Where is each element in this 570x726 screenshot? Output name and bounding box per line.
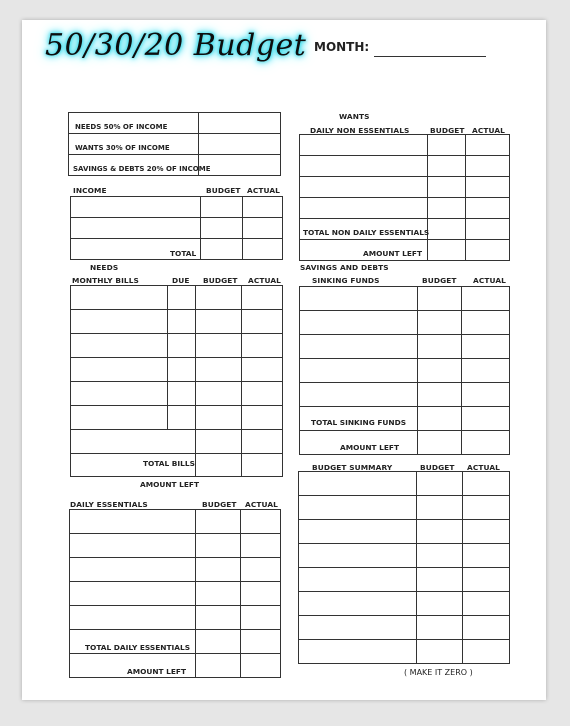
bill-actual-cell[interactable] <box>242 406 283 430</box>
essentials-amount-left-label: AMOUNT LEFT <box>127 667 187 676</box>
essentials-actual-header: ACTUAL <box>245 500 278 509</box>
summary-item-cell[interactable] <box>299 496 417 520</box>
daily-essentials-label: DAILY ESSENTIALS <box>70 500 148 509</box>
wants-total-label: TOTAL NON DAILY ESSENTIALS <box>303 228 430 237</box>
wants-actual-header: ACTUAL <box>472 126 505 135</box>
bill-name-cell[interactable] <box>71 382 168 406</box>
funds-total-actual-cell[interactable] <box>462 407 510 431</box>
bill-due-cell[interactable] <box>168 406 196 430</box>
savings-percent-label: SAVINGS & DEBTS 20% OF INCOME <box>73 164 211 173</box>
bill-actual-cell[interactable] <box>242 310 283 334</box>
bills-total-actual-cell[interactable] <box>242 430 283 454</box>
bill-due-cell[interactable] <box>168 310 196 334</box>
funds-total-budget-cell[interactable] <box>418 407 462 431</box>
fund-name-cell[interactable] <box>300 359 418 383</box>
summary-item-cell[interactable] <box>299 472 417 496</box>
want-actual-cell[interactable] <box>466 135 510 156</box>
summary-item-cell[interactable] <box>299 544 417 568</box>
savings-actual-header: ACTUAL <box>473 276 506 285</box>
bill-name-cell[interactable] <box>71 334 168 358</box>
want-actual-cell[interactable] <box>466 177 510 198</box>
bill-due-cell[interactable] <box>168 358 196 382</box>
monthly-bills-table <box>70 285 283 477</box>
allocation-table <box>68 112 281 176</box>
want-budget-cell[interactable] <box>428 135 466 156</box>
sinking-funds-table <box>299 286 510 455</box>
income-label: INCOME <box>73 186 107 195</box>
essentials-total-label: TOTAL DAILY ESSENTIALS <box>85 643 191 652</box>
fund-actual-cell[interactable] <box>462 335 510 359</box>
bill-name-cell[interactable] <box>71 310 168 334</box>
bill-due-cell[interactable] <box>168 286 196 310</box>
bill-actual-cell[interactable] <box>242 382 283 406</box>
allocation-row-needs <box>69 113 199 134</box>
income-actual-cell[interactable] <box>243 197 283 218</box>
month-label: MONTH: <box>314 40 370 54</box>
bill-budget-cell[interactable] <box>196 406 242 430</box>
essential-budget-cell[interactable] <box>196 510 241 534</box>
income-item-cell[interactable] <box>71 197 201 218</box>
allocation-row-wants <box>69 134 199 155</box>
wants-total-budget-cell[interactable] <box>428 219 466 240</box>
bills-budget-header: BUDGET <box>203 276 238 285</box>
essential-actual-cell[interactable] <box>241 558 281 582</box>
essential-name-cell[interactable] <box>70 534 196 558</box>
bill-actual-cell[interactable] <box>242 358 283 382</box>
bills-amount-left-label: AMOUNT LEFT <box>140 480 200 489</box>
summary-budget-header: BUDGET <box>420 463 455 472</box>
income-total-actual-cell[interactable] <box>243 239 283 260</box>
bill-actual-cell[interactable] <box>242 334 283 358</box>
bill-due-cell[interactable] <box>168 334 196 358</box>
summary-budget-cell[interactable] <box>417 568 463 592</box>
income-budget-cell[interactable] <box>201 197 243 218</box>
summary-actual-cell[interactable] <box>463 520 510 544</box>
income-item-cell[interactable] <box>71 218 201 239</box>
wants-percent-label: WANTS 30% OF INCOME <box>75 143 170 152</box>
savings-budget-header: BUDGET <box>422 276 457 285</box>
summary-item-cell[interactable] <box>299 616 417 640</box>
fund-name-cell[interactable] <box>300 383 418 407</box>
income-total-budget-cell[interactable] <box>201 239 243 260</box>
month-input-line[interactable] <box>374 56 486 57</box>
needs-amount-cell[interactable] <box>199 113 281 134</box>
fund-actual-cell[interactable] <box>462 287 510 311</box>
essential-budget-cell[interactable] <box>196 534 241 558</box>
summary-budget-cell[interactable] <box>417 472 463 496</box>
bill-name-cell[interactable] <box>71 406 168 430</box>
bill-budget-cell[interactable] <box>196 310 242 334</box>
essential-actual-cell[interactable] <box>241 606 281 630</box>
income-actual-header: ACTUAL <box>247 186 280 195</box>
wants-amount-left-label: AMOUNT LEFT <box>363 249 423 258</box>
summary-budget-cell[interactable] <box>417 520 463 544</box>
funds-total-label: TOTAL SINKING FUNDS <box>311 418 407 427</box>
bill-budget-cell[interactable] <box>196 334 242 358</box>
essential-name-cell[interactable] <box>70 582 196 606</box>
essential-name-cell[interactable] <box>70 558 196 582</box>
essentials-total-budget-cell[interactable] <box>196 630 241 654</box>
bill-budget-cell[interactable] <box>196 286 242 310</box>
fund-name-cell[interactable] <box>300 287 418 311</box>
wants-table <box>299 134 510 261</box>
budget-summary-label: BUDGET SUMMARY <box>312 463 393 472</box>
needs-percent-label: NEEDS 50% OF INCOME <box>75 122 168 131</box>
page-title: 50/30/20 Budget <box>45 28 307 63</box>
want-name-cell[interactable] <box>300 135 428 156</box>
wants-left-budget-cell[interactable] <box>428 240 466 261</box>
want-actual-cell[interactable] <box>466 156 510 177</box>
summary-item-cell[interactable] <box>299 592 417 616</box>
want-name-cell[interactable] <box>300 177 428 198</box>
bills-due-header: DUE <box>172 276 190 285</box>
bills-left-actual-cell[interactable] <box>242 454 283 477</box>
essential-actual-cell[interactable] <box>241 582 281 606</box>
bills-actual-header: ACTUAL <box>248 276 281 285</box>
income-budget-header: BUDGET <box>206 186 241 195</box>
fund-budget-cell[interactable] <box>418 335 462 359</box>
essential-budget-cell[interactable] <box>196 606 241 630</box>
bill-due-cell[interactable] <box>168 382 196 406</box>
wants-amount-cell[interactable] <box>199 134 281 155</box>
want-budget-cell[interactable] <box>428 198 466 219</box>
want-name-cell[interactable] <box>300 198 428 219</box>
wants-budget-header: BUDGET <box>430 126 465 135</box>
wants-left-actual-cell[interactable] <box>466 240 510 261</box>
summary-actual-cell[interactable] <box>463 544 510 568</box>
summary-actual-cell[interactable] <box>463 496 510 520</box>
essential-name-cell[interactable] <box>70 510 196 534</box>
make-it-zero-note: ( MAKE IT ZERO ) <box>404 668 473 677</box>
fund-budget-cell[interactable] <box>418 287 462 311</box>
wants-section-label: WANTS <box>339 112 370 121</box>
summary-item-cell[interactable] <box>299 520 417 544</box>
essentials-total-actual-cell[interactable] <box>241 630 281 654</box>
essential-actual-cell[interactable] <box>241 510 281 534</box>
essentials-left-budget-cell[interactable] <box>196 654 241 678</box>
essentials-budget-header: BUDGET <box>202 500 237 509</box>
essential-budget-cell[interactable] <box>196 582 241 606</box>
funds-amount-left-label: AMOUNT LEFT <box>340 443 400 452</box>
fund-actual-cell[interactable] <box>462 359 510 383</box>
bills-total-budget-cell[interactable] <box>196 430 242 454</box>
summary-actual-cell[interactable] <box>463 616 510 640</box>
want-name-cell[interactable] <box>300 156 428 177</box>
summary-budget-cell[interactable] <box>417 544 463 568</box>
summary-budget-cell[interactable] <box>417 616 463 640</box>
income-budget-cell[interactable] <box>201 218 243 239</box>
essential-budget-cell[interactable] <box>196 558 241 582</box>
bill-name-cell[interactable] <box>71 286 168 310</box>
fund-budget-cell[interactable] <box>418 311 462 335</box>
fund-name-cell[interactable] <box>300 335 418 359</box>
want-budget-cell[interactable] <box>428 177 466 198</box>
wants-total-actual-cell[interactable] <box>466 219 510 240</box>
bills-total-label: TOTAL BILLS <box>143 459 195 468</box>
income-total-label: TOTAL <box>170 249 197 258</box>
essential-actual-cell[interactable] <box>241 534 281 558</box>
budget-summary-table <box>298 471 510 664</box>
summary-actual-header: ACTUAL <box>467 463 500 472</box>
bills-left-budget-cell[interactable] <box>196 454 242 477</box>
summary-actual-cell[interactable] <box>463 640 510 664</box>
funds-left-actual-cell[interactable] <box>462 431 510 455</box>
needs-section-label: NEEDS <box>90 263 119 272</box>
summary-item-cell[interactable] <box>299 640 417 664</box>
fund-actual-cell[interactable] <box>462 311 510 335</box>
want-actual-cell[interactable] <box>466 198 510 219</box>
bill-name-cell[interactable] <box>71 358 168 382</box>
bill-budget-cell[interactable] <box>196 382 242 406</box>
summary-item-cell[interactable] <box>299 568 417 592</box>
essential-name-cell[interactable] <box>70 606 196 630</box>
summary-budget-cell[interactable] <box>417 592 463 616</box>
essentials-left-actual-cell[interactable] <box>241 654 281 678</box>
funds-left-budget-cell[interactable] <box>418 431 462 455</box>
summary-actual-cell[interactable] <box>463 568 510 592</box>
monthly-bills-label: MONTHLY BILLS <box>72 276 139 285</box>
allocation-row-savings <box>69 155 211 176</box>
summary-actual-cell[interactable] <box>463 472 510 496</box>
summary-actual-cell[interactable] <box>463 592 510 616</box>
fund-name-cell[interactable] <box>300 311 418 335</box>
bill-actual-cell[interactable] <box>242 286 283 310</box>
fund-budget-cell[interactable] <box>418 359 462 383</box>
daily-essentials-table <box>69 509 281 678</box>
savings-section-label: SAVINGS AND DEBTS <box>300 263 389 272</box>
bill-budget-cell[interactable] <box>196 358 242 382</box>
fund-actual-cell[interactable] <box>462 383 510 407</box>
summary-budget-cell[interactable] <box>417 640 463 664</box>
want-budget-cell[interactable] <box>428 156 466 177</box>
sinking-funds-label: SINKING FUNDS <box>312 276 380 285</box>
income-actual-cell[interactable] <box>243 218 283 239</box>
bills-total-row <box>71 430 196 454</box>
summary-budget-cell[interactable] <box>417 496 463 520</box>
fund-budget-cell[interactable] <box>418 383 462 407</box>
savings-amount-cell[interactable] <box>199 155 281 176</box>
daily-non-essentials-label: DAILY NON ESSENTIALS <box>310 126 410 135</box>
